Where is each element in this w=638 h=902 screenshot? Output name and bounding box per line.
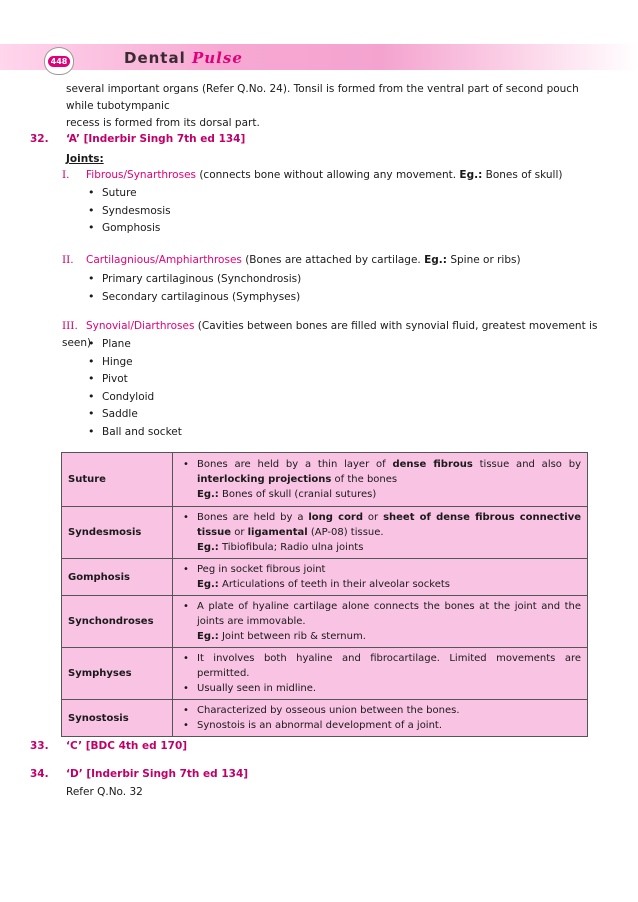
table-row bbox=[62, 559, 588, 596]
refer-note: Refer Q.No. 32 bbox=[66, 786, 143, 798]
joint-name: Gomphosis bbox=[62, 559, 173, 596]
table-row bbox=[62, 596, 588, 648]
question-number: 34. bbox=[30, 768, 49, 780]
joint-name: Synostosis bbox=[62, 700, 173, 737]
intro-paragraph bbox=[66, 81, 606, 132]
joint-name: Syndesmosis bbox=[62, 507, 173, 559]
list-item: • Pivot bbox=[88, 370, 182, 388]
term-cartilaginous: Cartilagnious/Amphiarthroses bbox=[86, 254, 242, 266]
question-number: 32. bbox=[30, 133, 49, 145]
cartilaginous-list bbox=[88, 270, 301, 305]
joint-description: • Bones are held by a long cord or sheet of dense fibrous connective tissue or ligamental (AP-08) tissue. Eg.: Tibiofibula; Radio ulna joints bbox=[173, 507, 588, 559]
section-cartilaginous: II. Cartilagnious/Amphiarthroses (Bones are attached by cartilage. Eg.: Spine or ribs) bbox=[62, 254, 521, 266]
joint-description: • A plate of hyaline cartilage alone connects the bones at the joint and the joints are immovable. Eg.: Joint between rib & sternum. bbox=[173, 596, 588, 648]
question-33 bbox=[30, 740, 187, 752]
joint-description: • Bones are held by a thin layer of dense fibrous tissue and also by interlocking projections of the bones Eg.: Bones of skull (cranial sutures) bbox=[173, 453, 588, 507]
term-fibrous: Fibrous/Synarthroses bbox=[86, 169, 196, 181]
intro-line-2: recess is formed from its dorsal part. bbox=[66, 117, 260, 129]
joint-description: • Peg in socket fibrous joint Eg.: Articulations of teeth in their alveolar sockets bbox=[173, 559, 588, 596]
brand-title bbox=[124, 49, 243, 67]
table-row bbox=[62, 507, 588, 559]
joint-types-table bbox=[61, 452, 588, 737]
fibrous-list bbox=[88, 184, 171, 237]
table-row bbox=[62, 700, 588, 737]
joint-name: Synchondroses bbox=[62, 596, 173, 648]
section-synovial: III. Synovial/Diarthroses (Cavities between bones are filled with synovial fluid, greatest movement is seen) bbox=[62, 320, 598, 349]
joint-description: • It involves both hyaline and fibrocartilage. Limited movements are permitted. • Usually seen in midline. bbox=[173, 648, 588, 700]
answer-ref: ‘D’ [Inderbir Singh 7th ed 134] bbox=[66, 768, 249, 780]
list-item: • Syndesmosis bbox=[88, 202, 171, 220]
question-34 bbox=[30, 768, 248, 780]
section-fibrous: I. Fibrous/Synarthroses (connects bone without allowing any movement. Eg.: Bones of skull) bbox=[62, 169, 563, 181]
list-item: • Condyloid bbox=[88, 388, 182, 406]
page-number-badge bbox=[44, 47, 74, 75]
header-band bbox=[0, 44, 638, 70]
list-item: • Hinge bbox=[88, 353, 182, 371]
list-item: • Suture bbox=[88, 184, 171, 202]
answer-ref: ‘A’ [Inderbir Singh 7th ed 134] bbox=[66, 133, 246, 145]
list-item: • Saddle bbox=[88, 405, 182, 423]
brand-script: Pulse bbox=[191, 49, 243, 67]
intro-line-1: several important organs (Refer Q.No. 24). Tonsil is formed from the ventral part of second pouch while tubotympanic bbox=[66, 83, 579, 112]
brand-prefix: Dental bbox=[124, 49, 186, 67]
answer-ref: ‘C’ [BDC 4th ed 170] bbox=[66, 740, 188, 752]
list-item: • Primary cartilaginous (Synchondrosis) bbox=[88, 270, 301, 288]
list-item: • Secondary cartilaginous (Symphyses) bbox=[88, 288, 301, 306]
list-item: • Plane bbox=[88, 335, 182, 353]
question-number: 33. bbox=[30, 740, 49, 752]
synovial-list bbox=[88, 335, 182, 440]
joint-name: Suture bbox=[62, 453, 173, 507]
joint-description: • Characterized by osseous union between the bones. • Synostois is an abnormal development of a joint. bbox=[173, 700, 588, 737]
question-32 bbox=[30, 133, 245, 145]
table-row bbox=[62, 453, 588, 507]
joint-name: Symphyses bbox=[62, 648, 173, 700]
joints-heading: Joints: bbox=[66, 153, 104, 165]
list-item: • Gomphosis bbox=[88, 219, 171, 237]
tooth-icon: 448 bbox=[48, 56, 71, 67]
term-synovial: Synovial/Diarthroses bbox=[86, 320, 195, 332]
list-item: • Ball and socket bbox=[88, 423, 182, 441]
table-row bbox=[62, 648, 588, 700]
